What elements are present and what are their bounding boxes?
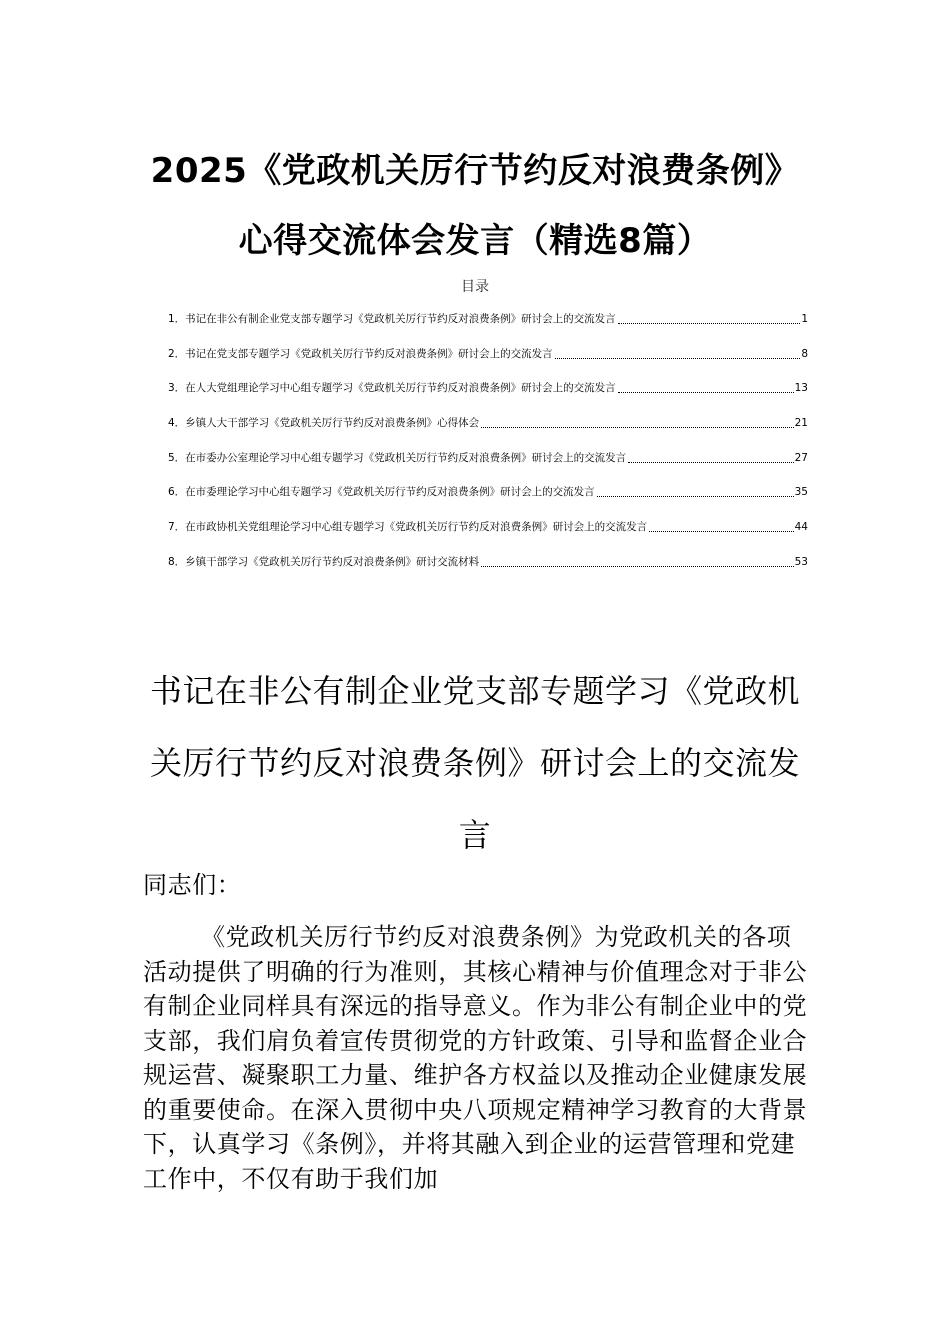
- toc-leader-dots: [481, 552, 793, 567]
- document-title-line-2: 心得交流体会发言（精选8篇）: [238, 221, 712, 261]
- toc-leader-dots: [649, 517, 793, 532]
- body-paragraph: [143, 920, 808, 1196]
- toc-item-text: 8．乡镇干部学习《党政机关厉行节约反对浪费条例》研讨交流材料: [168, 555, 480, 568]
- toc-leader-dots: [618, 309, 801, 324]
- toc-item[interactable]: [168, 485, 808, 520]
- toc-item-page: 27: [794, 451, 808, 464]
- toc-item[interactable]: [168, 520, 808, 555]
- toc-item-page: 1: [801, 313, 808, 325]
- salutation: 同志们：: [143, 871, 242, 899]
- toc-item[interactable]: [168, 347, 808, 382]
- toc-leader-dots: [628, 448, 793, 463]
- toc-item-page: 44: [794, 521, 808, 534]
- toc-leader-dots: [597, 482, 794, 497]
- toc-item-text: 1．书记在非公有制企业党支部专题学习《党政机关厉行节约反对浪费条例》研讨会上的交流发言: [168, 313, 616, 325]
- toc-item-text: 3．在人大党组理论学习中心组专题学习《党政机关厉行节约反对浪费条例》研讨会上的交流发言: [168, 382, 616, 395]
- toc-item[interactable]: [168, 451, 808, 486]
- toc-leader-dots: [618, 378, 794, 393]
- toc-item-page: 21: [794, 417, 808, 430]
- article-title: 书记在非公有制企业党支部专题学习《党政机关厉行节约反对浪费条例》研讨会上的交流发言: [150, 672, 801, 854]
- toc-item-page: 53: [794, 555, 808, 568]
- toc-leader-dots: [481, 413, 793, 428]
- table-of-contents: [168, 312, 808, 590]
- toc-item-text: 6．在市委理论学习中心组专题学习《党政机关厉行节约反对浪费条例》研讨会上的交流发言: [168, 486, 595, 499]
- toc-item[interactable]: [168, 555, 808, 590]
- toc-item-page: 35: [794, 486, 808, 499]
- document-title-line-1: 2025《党政机关厉行节约反对浪费条例》: [150, 151, 800, 191]
- toc-item-text: 5．在市委办公室理论学习中心组专题学习《党政机关厉行节约反对浪费条例》研讨会上的交流发言: [168, 451, 627, 464]
- toc-item-page: 8: [801, 347, 808, 360]
- toc-item-text: 4．乡镇人大干部学习《党政机关厉行节约反对浪费条例》心得体会: [168, 417, 480, 430]
- body-paragraph-text: 《党政机关厉行节约反对浪费条例》为党政机关的各项活动提供了明确的行为准则，其核心精神与价值理念对于非公有制企业同样具有深远的指导意义。作为非公有制企业中的党支部，我们肩负着宣传贯彻党的方针政策、引导和监督企业合规运营、凝聚职工力量、维护各方权益以及推动企业健康发展的重要使命。在深入贯彻中央八项规定精神学习教育的大背景下，认真学习《条例》，并将其融入到企业的运营管理和党建工作中，不仅有助于我们加: [143, 923, 808, 1193]
- toc-item[interactable]: [168, 416, 808, 451]
- toc-heading: 目录: [461, 279, 489, 295]
- toc-item-text: 7．在市政协机关党组理论学习中心组专题学习《党政机关厉行节约反对浪费条例》研讨会上的交流发言: [168, 521, 648, 534]
- toc-leader-dots: [555, 344, 801, 359]
- toc-item-text: 2．书记在党支部专题学习《党政机关厉行节约反对浪费条例》研讨会上的交流发言: [168, 347, 553, 360]
- toc-item[interactable]: [168, 381, 808, 416]
- toc-item-page: 13: [794, 382, 808, 395]
- toc-item[interactable]: [168, 312, 808, 347]
